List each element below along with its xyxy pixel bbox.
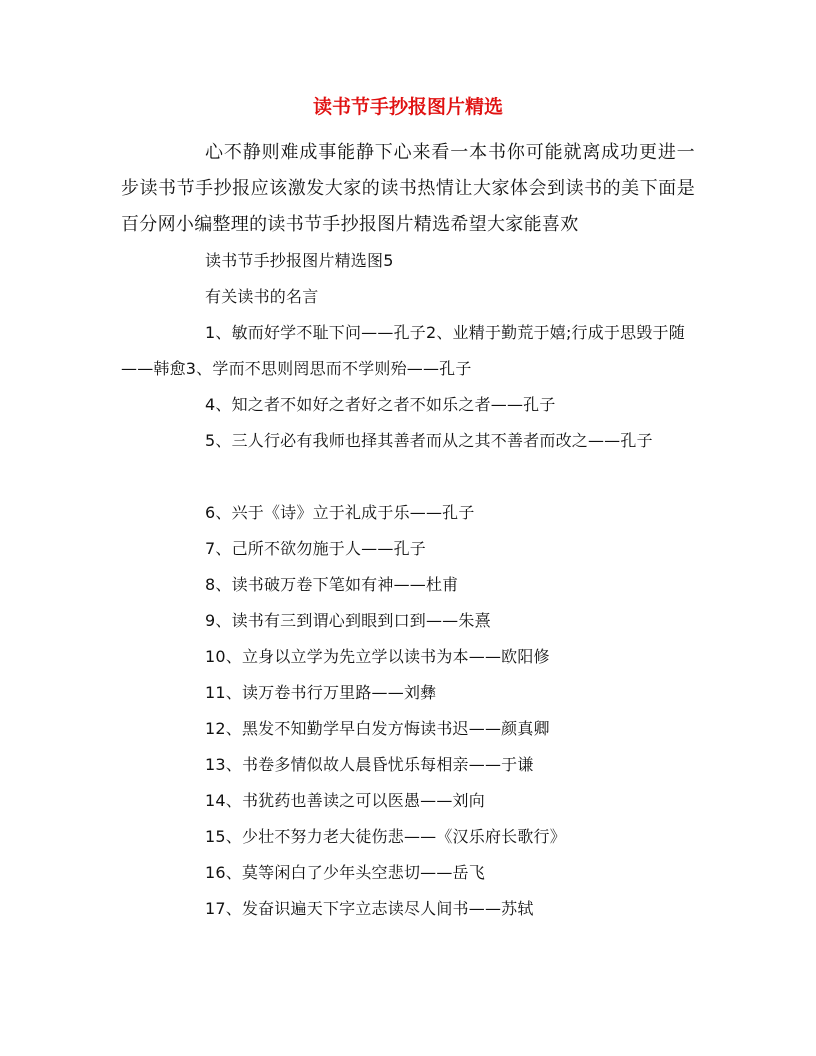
quote-item: 13、书卷多情似故人晨昏忧乐每相亲——于谦 [205,755,534,774]
quote-item: 9、读书有三到谓心到眼到口到——朱熹 [205,611,491,630]
quote-item: 14、书犹药也善读之可以医愚——刘向 [205,791,485,810]
document-title: 读书节手抄报图片精选 [312,96,503,118]
intro-paragraph: 心不静则难成事能静下心来看一本书你可能就离成功更进一步读书节手抄报应该激发大家的读书热情让大家体会到读书的美下面是百分网小编整理的读书节手抄报图片精选希望大家能喜欢 [121,142,695,235]
quote-item: 12、黑发不知勤学早白发方悔读书迟——颜真卿 [205,719,550,738]
quote-item: 1、敏而好学不耻下问——孔子2、业精于勤荒于嬉;行成于思毁于随——韩愈3、学而不思则罔思而不学则殆——孔子 [121,323,685,378]
quote-item: 5、三人行必有我师也择其善者而从之其不善者而改之——孔子 [205,431,653,450]
section-heading: 有关读书的名言 [205,287,319,306]
quote-item: 15、少壮不努力老大徒伤悲——《汉乐府长歌行》 [205,827,566,846]
quote-item: 17、发奋识遍天下字立志读尽人间书——苏轼 [205,899,534,918]
image-caption: 读书节手抄报图片精选图5 [205,251,394,270]
quote-item: 16、莫等闲白了少年头空悲切——岳飞 [205,863,485,882]
quote-item: 7、己所不欲勿施于人——孔子 [205,539,426,558]
quote-item: 11、读万卷书行万里路——刘彝 [205,683,437,702]
quote-item: 10、立身以立学为先立学以读书为本——欧阳修 [205,647,550,666]
quote-item: 8、读书破万卷下笔如有神——杜甫 [205,575,459,594]
quote-item: 6、兴于《诗》立于礼成于乐——孔子 [205,503,475,522]
quote-item: 4、知之者不如好之者好之者不如乐之者——孔子 [205,395,556,414]
